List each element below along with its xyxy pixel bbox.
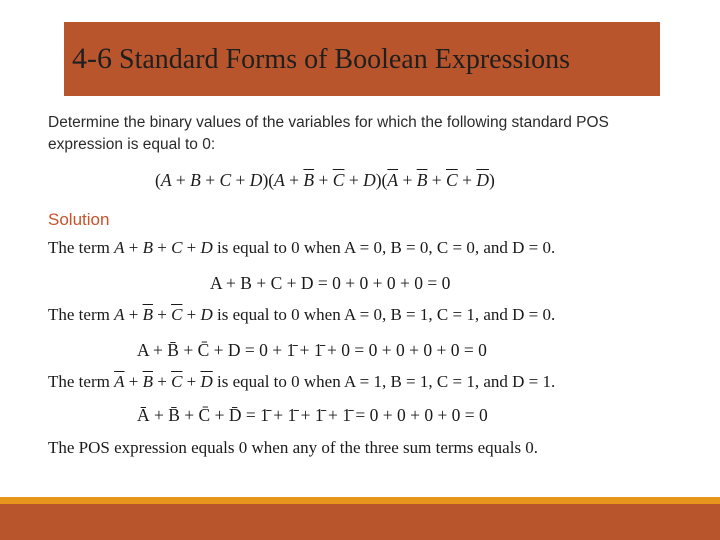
step-3-conditions: A = 1, B = 1, C = 1, and D = 1. xyxy=(344,372,556,391)
slide-title xyxy=(72,42,570,76)
title-text: Standard Forms of Boolean Expressions xyxy=(112,44,571,75)
problem-statement xyxy=(48,112,698,156)
pos-expression: $(A + B + C + D)(A + \overline{B} + \overline{C} + D)(\overline{A} + \overline{B} + \overline{C} + \overline{D})$ xyxy=(155,170,495,190)
problem-line-2: expression is equal to 0: xyxy=(48,136,216,153)
footer-bar xyxy=(0,504,720,540)
conclusion: The POS expression equals 0 when any of the three sum terms equals 0. xyxy=(48,438,539,457)
step-2-sentence: The term $A + \overline{B} + \overline{C} + D$ is equal to 0 when A = 0, B = 1, C = 1, and D = 0. xyxy=(48,305,556,324)
step-1-evaluation: A + B + C + D = 0 + 0 + 0 + 0 = 0 xyxy=(210,273,451,293)
step-3-sentence: The term $\overline{A} + \overline{B} + \overline{C} + \overline{D}$ is equal to 0 when A = 1, B = 1, C = 1, and D = 1. xyxy=(48,372,556,391)
solution-label: Solution xyxy=(48,210,110,229)
accent-stripe xyxy=(0,497,720,504)
step-2-prefix: The term xyxy=(48,305,115,324)
title-bar xyxy=(64,22,660,96)
step-2-conditions: A = 0, B = 1, C = 1, and D = 0. xyxy=(344,305,556,324)
step-2-suffix: is equal to 0 when xyxy=(212,305,345,324)
step-1-suffix: is equal to 0 when xyxy=(212,238,345,257)
section-number: 4-6 xyxy=(72,42,112,75)
problem-line-1: Determine the binary values of the variables for which the following standard POS xyxy=(48,114,609,131)
step-1-sentence: The term A + B + C + D is equal to 0 when A = 0, B = 0, C = 0, and D = 0. xyxy=(48,238,556,257)
step-3-prefix: The term xyxy=(48,372,115,391)
step-3-suffix: is equal to 0 when xyxy=(212,372,345,391)
step-1-conditions: A = 0, B = 0, C = 0, and D = 0. xyxy=(344,238,556,257)
step-1-prefix: The term xyxy=(48,238,115,257)
step-2-evaluation: A + B̄ + C̄ + D = 0 + 1̄ + 1̄ + 0 = 0 + 0 + 0 + 0 = 0 xyxy=(137,340,487,360)
step-3-evaluation: Ā + B̄ + C̄ + D̄ = 1̄ + 1̄ + 1̄ + 1̄ = 0 + 0 + 0 + 0 = 0 xyxy=(137,405,488,425)
